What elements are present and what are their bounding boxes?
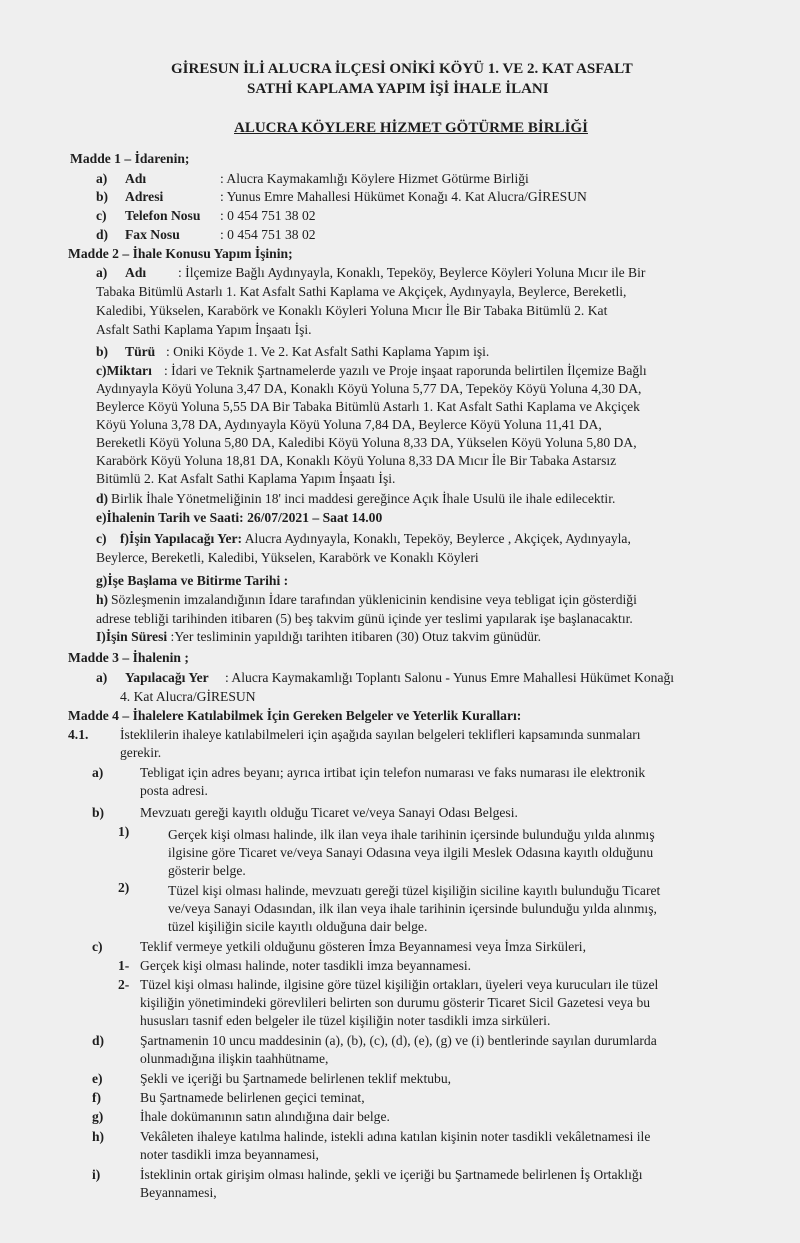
list-label: f): [92, 1090, 102, 1105]
list-label: e): [92, 1071, 103, 1086]
text-line: Gerçek kişi olması halinde, ilk ilan veya ihale tarihinin içersinde bulunduğu yılda alınmış: [168, 827, 655, 842]
field-label: h): [96, 592, 109, 607]
text-line: İsteklinin ortak girişim olması halinde, şekli ve içeriği bu Şartnamede belirlenen İş Ortaklığı: [140, 1167, 643, 1182]
text-line: Bereketli Köyü Yoluna 5,80 DA, Kaledibi Köyü Yoluna 8,33 DA, Yükselen Köyü Yoluna 5,80 DA,: [96, 435, 637, 450]
text-line: Aydınyayla Köyü Yoluna 3,47 DA, Konaklı Köyü Yoluna 5,77 DA, Tepeköy Köyü Yoluna 4,30 DA,: [96, 381, 642, 396]
text-line: gerekir.: [120, 745, 162, 760]
text-line: : Alucra Kaymakamlığı Toplantı Salonu - Yunus Emre Mahallesi Hükümet Konağı: [225, 670, 675, 685]
ihale-date-time: e)İhalenin Tarih ve Saati: 26/07/2021 – Saat 14.00: [96, 510, 383, 525]
text-line: Sözleşmenin imzalandığının İdare tarafından yüklenicinin kendisine veya tebligat için gösterdiği: [111, 592, 637, 607]
list-label: 2): [118, 880, 130, 895]
list-label: a): [92, 765, 104, 780]
field-label: Adı: [125, 265, 147, 280]
text-line: posta adresi.: [140, 783, 208, 798]
madde-2-heading: Madde 2 – İhale Konusu Yapım İşinin;: [68, 246, 293, 261]
list-label: c): [96, 531, 107, 546]
list-label: 2-: [118, 977, 130, 992]
text-line: Şartnamenin 10 uncu maddesinin (a), (b), (c), (d), (e), (g) ve (i) bentlerinde sayılan durumlarda: [140, 1033, 657, 1048]
field-value: : Yunus Emre Mahallesi Hükümet Konağı 4. Kat Alucra/GİRESUN: [220, 189, 587, 204]
madde-1-heading: Madde 1 – İdarenin;: [70, 151, 190, 166]
field-label: Yapılacağı Yer: [125, 670, 209, 685]
list-label: 4.1.: [68, 727, 89, 742]
text-line: Asfalt Sathi Kaplama Yapım İnşaatı İşi.: [96, 322, 312, 337]
field-value: Birlik İhale Yönetmeliğinin 18' inci maddesi gereğince Açık İhale Usulü ile ihale edilecektir.: [111, 491, 616, 506]
field-value: Alucra Aydınyayla, Konaklı, Tepeköy, Beylerce , Akçiçek, Aydınyayla,: [242, 531, 631, 546]
list-label: h): [92, 1129, 105, 1144]
list-label: b): [92, 805, 105, 820]
text-line: Beylerce Köyü Yoluna 5,55 DA Bir Tabaka Bitümlü Astarlı 1. Kat Asfalt Sathi Kaplama ve Akçiçek: [96, 399, 640, 414]
text-line: [96, 629, 541, 645]
list-label: d): [96, 227, 109, 242]
field-value: : 0 454 751 38 02: [220, 208, 316, 223]
list-label: d): [92, 1033, 105, 1048]
madde-3-heading: Madde 3 – İhalenin ;: [68, 650, 189, 665]
text-line: hususları tasnif eden belgeler ile tüzel kişiliğin noter tasdikli imza sirküleri.: [140, 1013, 551, 1028]
text-line: Kaledibi, Yükselen, Karabörk ve Konaklı Köyleri Yoluna Mıcır İle Bir Tabaka Bitümlü 2. Kat: [96, 303, 608, 318]
text-line: Tüzel kişi olması halinde, mevzuatı gereği tüzel kişiliğin siciline kayıtlı bulunduğu Ticaret: [168, 883, 661, 898]
text-line: tüzel kişiliğin sicile kayıtlı olduğuna dair belge.: [168, 919, 428, 934]
field-label: f)İşin Yapılacağı Yer:: [120, 531, 243, 546]
text-line: Vekâleten ihaleye katılma halinde, istekli adına katılan kişinin noter tasdikli vekâletnamesi ile: [140, 1129, 651, 1144]
field-label: c)Miktarı: [96, 363, 152, 378]
text-line: Gerçek kişi olması halinde, noter tasdikli imza beyannamesi.: [140, 958, 472, 973]
text-line: Beylerce, Bereketli, Kaledibi, Yükselen, Karabörk ve Konaklı Köyleri: [96, 550, 479, 565]
text-line: : İlçemize Bağlı Aydınyayla, Konaklı, Tepeköy, Beylerce Köyleri Yoluna Mıcır ile Bir: [178, 265, 646, 280]
text-line: Tabaka Bitümlü Astarlı 1. Kat Asfalt Sathi Kaplama ve Akçiçek, Aydınyayla, Beylerce, Bereketli,: [96, 284, 627, 299]
text-line: noter tasdikli imza beyannamesi,: [140, 1147, 319, 1162]
text-line: Köyü Yoluna 3,78 DA, Aydınyayla Köyü Yoluna 7,84 DA, Beylerce Köyü Yoluna 11,41 DA,: [96, 417, 602, 432]
text-line: Karabörk Köyü Yoluna 18,81 DA, Konaklı Köyü Yoluna 8,33 DA Mıcır İle Bir Tabaka Astarsız: [96, 453, 617, 468]
text-line: adrese tebliği tarihinden itibaren (5) beş takvim günü içinde yer teslimi yapılarak işe başlanacaktır.: [96, 611, 633, 626]
text-line: ve/veya Sanayi Odasından, ilk ilan veya ihale tarihinin içersinde bulunduğu yılda alınmış,: [168, 901, 657, 916]
text-line: gösterir belge.: [168, 863, 246, 878]
text-line: Şekli ve içeriği bu Şartnamede belirlenen teklif mektubu,: [140, 1071, 452, 1086]
field-label: Fax Nosu: [125, 227, 180, 242]
text-line: 4. Kat Alucra/GİRESUN: [120, 689, 256, 704]
text-line: kişiliğin yönetimindeki görevlileri belirten son durumu gösterir Ticaret Sicil Gazetesi veya bu: [140, 995, 651, 1010]
list-label: 1-: [118, 958, 130, 973]
text-line: ilgisine göre Ticaret ve/veya Sanayi Odasına veya ilgili Meslek Odasına kayıtlı olduğunu: [168, 845, 654, 860]
text-line: Bu Şartnamede belirlenen geçici teminat,: [140, 1090, 365, 1105]
madde-4-heading: Madde 4 – İhalelere Katılabilmek İçin Gereken Belgeler ve Yeterlik Kuralları:: [68, 708, 522, 723]
text-line: Teklif vermeye yetkili olduğunu gösteren İmza Beyannamesi veya İmza Sirküleri,: [140, 939, 586, 954]
field-label: g)İşe Başlama ve Bitirme Tarihi :: [96, 573, 289, 588]
field-label: Adı: [125, 171, 147, 186]
text-line: [120, 531, 631, 547]
field-label: Telefon Nosu: [125, 208, 201, 223]
list-label: b): [96, 344, 109, 359]
text-line: Beyannamesi,: [140, 1185, 217, 1200]
list-label: g): [92, 1109, 104, 1124]
text-line: Bitümlü 2. Kat Asfalt Sathi Kaplama Yapım İnşaatı İşi.: [96, 471, 396, 486]
list-label: i): [92, 1167, 101, 1182]
text-line: Mevzuatı gereği kayıtlı olduğu Ticaret ve/veya Sanayi Odası Belgesi.: [140, 805, 518, 820]
field-label: Adresi: [125, 189, 164, 204]
text-line: : İdari ve Teknik Şartnamelerde yazılı ve Proje inşaat raporunda belirtilen İlçemize Bağlı: [164, 363, 647, 378]
field-value: : 0 454 751 38 02: [220, 227, 316, 242]
list-label: a): [96, 265, 108, 280]
list-label: c): [92, 939, 103, 954]
text-line: İhale dokümanının satın alındığına dair belge.: [140, 1109, 390, 1124]
field-value: :Yer tesliminin yapıldığı tarihten itibaren (30) Otuz takvim günüdür.: [167, 629, 542, 644]
organization-title: ALUCRA KÖYLERE HİZMET GÖTÜRME BİRLİĞİ: [234, 120, 588, 136]
list-label: b): [96, 189, 109, 204]
text-line: Tebligat için adres beyanı; ayrıca irtibat için telefon numarası ve faks numarası ile elektronik: [140, 765, 646, 780]
field-value: : Oniki Köyde 1. Ve 2. Kat Asfalt Sathi Kaplama Yapım işi.: [166, 344, 490, 359]
text-line: İsteklilerin ihaleye katılabilmeleri için aşağıda sayılan belgeleri teklifleri kapsamında sunmaları: [120, 727, 641, 742]
title-line-1: GİRESUN İLİ ALUCRA İLÇESİ ONİKİ KÖYÜ 1. VE 2. KAT ASFALT: [171, 61, 633, 77]
field-value: : Alucra Kaymakamlığı Köylere Hizmet Götürme Birliği: [220, 171, 529, 186]
list-label: c): [96, 208, 107, 223]
title-line-2: SATHİ KAPLAMA YAPIM İŞİ İHALE İLANI: [247, 81, 549, 97]
text-line: Tüzel kişi olması halinde, ilgisine göre tüzel kişiliğin ortakları, üyeleri veya kurucuları ile tüzel: [140, 977, 659, 992]
list-label: a): [96, 670, 108, 685]
field-label: I)İşin Süresi: [96, 629, 168, 644]
text-line: olunmadığına ilişkin taahhütname,: [140, 1051, 329, 1066]
field-label: Türü: [125, 344, 156, 359]
list-label: 1): [118, 824, 130, 839]
field-label: d): [96, 491, 109, 506]
list-label: a): [96, 171, 108, 186]
